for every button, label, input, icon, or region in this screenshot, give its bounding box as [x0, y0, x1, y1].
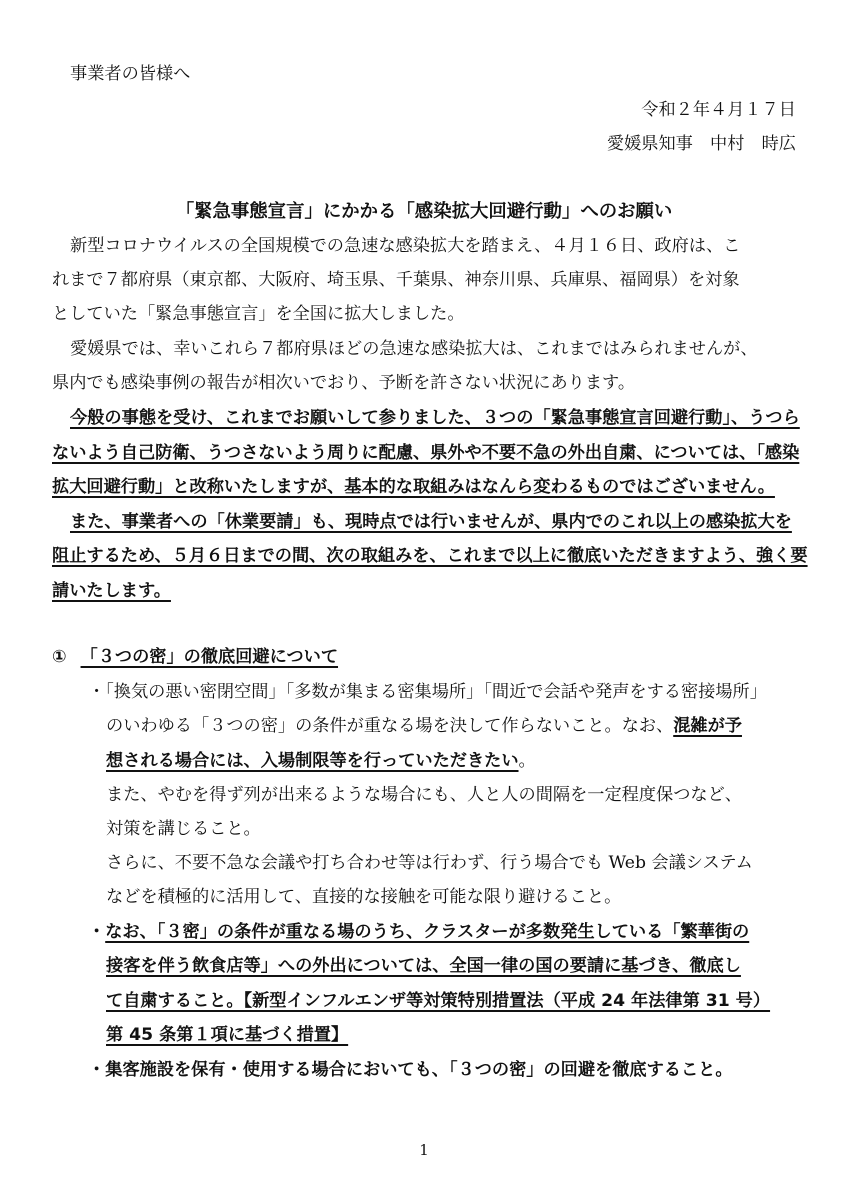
intro-p1-line1: 新型コロナウイルスの全国規模での急速な感染拡大を踏まえ、４月１６日、政府は、こ: [70, 236, 741, 256]
intro-p3-line1: 今般の事態を受け、これまでお願いして参りました、３つの「緊急事態宣言回避行動」、うつら: [70, 408, 800, 428]
bullet1-emphasis-a: 混雑が予: [673, 716, 742, 736]
intro-p4-line1: また、事業者への「休業要請」も、現時点では行いませんが、県内でのこれ以上の感染拡大を: [70, 512, 792, 532]
intro-p1-line2: れまで７都府県（東京都、大阪府、埼玉県、千葉県、神奈川県、兵庫県、福岡県）を対象: [52, 270, 740, 290]
bullet1-line6: さらに、不要不急な会議や打ち合わせ等は行わず、行う場合でも Web 会議システム: [106, 853, 753, 873]
addressee: 事業者の皆様へ: [70, 64, 191, 84]
bullet2-line3: て自粛すること。【新型インフルエンザ等対策特別措置法（平成 24 年法律第 31 号）: [106, 991, 771, 1011]
intro-p2-line1: 愛媛県では、幸いこれら７都府県ほどの急速な感染拡大は、これまではみられませんが、: [70, 339, 758, 359]
bullet1-emphasis-b: 想される場合には、入場制限等を行っていただきたい: [106, 751, 519, 771]
intro-p1-line3: としていた「緊急事態宣言」を全国に拡大しました。: [52, 304, 465, 324]
section1-title: 「３つの密」の徹底回避について: [80, 647, 339, 667]
intro-p3-line3: 拡大回避行動」と改称いたしますが、基本的な取組みはなんら変わるものではございません。: [52, 477, 775, 497]
page-number: 1: [419, 1141, 429, 1159]
bullet2-line1: ・なお、「３密」の条件が重なる場のうち、クラスターが多数発生している「繁華街の: [88, 922, 750, 942]
bullet1-line3: 想される場合には、入場制限等を行っていただきたい。: [106, 751, 536, 771]
bullet3: ・集客施設を保有・使用する場合においても、「３つの密」の回避を徹底すること。: [88, 1060, 733, 1080]
bullet1-line4: また、やむを得ず列が出来るような場合にも、人と人の間隔を一定程度保つなど、: [106, 785, 742, 805]
sender: 愛媛県知事 中村 時広: [606, 134, 796, 154]
section1-heading: [52, 645, 338, 669]
bullet2-line2: 接客を伴う飲食店等」への外出については、全国一律の国の要請に基づき、徹底し: [106, 956, 741, 976]
bullet1-line5: 対策を講じること。: [106, 819, 261, 839]
intro-p4-line2: 阻止するため、５月６日までの間、次の取組みを、これまで以上に徹底いただきますよう、強く要: [52, 546, 808, 566]
intro-p2-line2: 県内でも感染事例の報告が相次いでおり、予断を許さない状況にあります。: [52, 373, 636, 393]
bullet2-line4: 第 45 条第１項に基づく措置】: [106, 1025, 349, 1045]
intro-p3-line2: ないよう自己防衛、うつさないよう周りに配慮、県外や不要不急の外出自粛、については、「感染: [52, 443, 800, 463]
date: 令和２年４月１７日: [641, 100, 796, 120]
intro-p4-line3: 請いたします。: [52, 581, 171, 601]
document-title: 「緊急事態宣言」にかかる「感染拡大回避行動」へのお願い: [175, 201, 673, 222]
section1-number: ①: [52, 647, 67, 667]
bullet1-line2: のいわゆる「３つの密」の条件が重なる場を決して作らないこと。なお、混雑が予: [106, 716, 742, 736]
bullet1-line7: などを積極的に活用して、直接的な接触を可能な限り避けること。: [106, 887, 622, 907]
bullet1-line1: ・「換気の悪い密閉空間」「多数が集まる密集場所」「間近で会話や発声をする密接場所」: [88, 682, 767, 702]
